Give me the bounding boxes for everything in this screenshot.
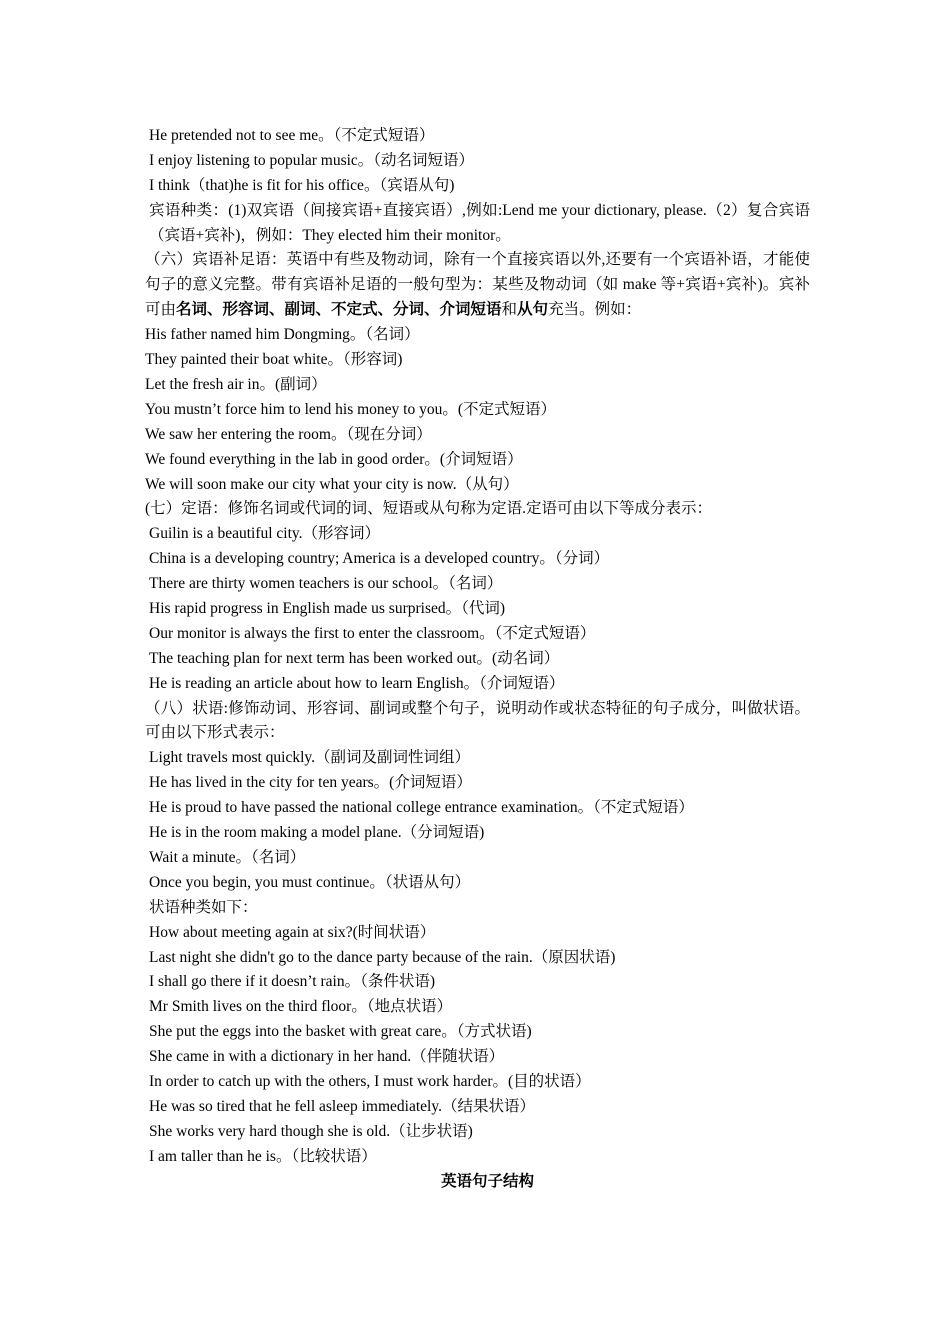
text-line: Let the fresh air in。(副词）	[145, 375, 327, 393]
text-line: I shall go there if it doesn’t rain。（条件状语)	[149, 973, 435, 991]
text-line: She came in with a dictionary in her hand.（伴随状语）	[149, 1048, 505, 1066]
text-line: Light travels most quickly.（副词及副词性词组）	[149, 749, 471, 767]
text-line: He pretended not to see me。（不定式短语）	[149, 127, 435, 144]
text-run: 和	[501, 301, 518, 319]
text-line: Our monitor is always the first to enter the classroom。（不定式短语）	[149, 624, 596, 642]
text-paragraph: 宾语种类：(1)双宾语（间接宾语+直接宾语）,例如:Lend me your dictionary, please.（2）复合宾语（宾语+宾补)，例如：They elected him their monitor。	[149, 201, 810, 244]
document-body	[145, 124, 810, 1194]
text-line: She works very hard though she is old.（让步状语)	[149, 1122, 473, 1140]
text-line: I enjoy listening to popular music。（动名词短语）	[149, 151, 475, 169]
text-line: He is in the room making a model plane.（分词短语)	[149, 824, 485, 842]
text-line: She put the eggs into the basket with great care。（方式状语)	[149, 1023, 532, 1041]
text-line: 状语种类如下：	[149, 898, 258, 916]
text-line: Guilin is a beautiful city.（形容词）	[149, 525, 381, 543]
text-run: （六）宾语补足语：英语中有些及物动词，除有一个直接宾语以外,还要有一个宾语补语，才能使句子的意义完整。带有宾语补足语的一般句型为：某些及物动词（如 make 等+宾语+宾补)。宾补可由	[145, 251, 810, 319]
text-line: I am taller than he is。（比较状语）	[149, 1147, 377, 1165]
text-line: We will soon make our city what your city is now.（从句）	[145, 475, 519, 493]
text-line: (七）定语：修饰名词或代词的词、短语或从句称为定语.定语可由以下等成分表示：	[145, 500, 713, 518]
text-paragraph: （八）状语:修饰动词、形容词、副词或整个句子，说明动作或状态特征的句子成分，叫做状语。可由以下形式表示：	[145, 699, 810, 742]
text-line: They painted their boat white。（形容词)	[145, 351, 403, 369]
text-line: There are thirty women teachers is our school。（名词）	[149, 575, 503, 593]
text-line: In order to catch up with the others, I must work harder。(目的状语）	[149, 1072, 591, 1090]
text-line: He was so tired that he fell asleep immediately.（结果状语）	[149, 1097, 535, 1115]
text-line: He is proud to have passed the national college entrance examination。（不定式短语）	[149, 799, 694, 817]
text-line: His rapid progress in English made us surprised。（代词)	[149, 600, 506, 617]
text-line: We saw her entering the room。（现在分词）	[145, 425, 432, 443]
text-run-bold: 名词、形容词、副词、不定式、分词、介词短语	[176, 301, 502, 319]
text-paragraph	[145, 248, 810, 323]
text-line: His father named him Dongming。（名词）	[145, 326, 420, 344]
text-run-bold: 从句	[517, 301, 549, 319]
text-line: He has lived in the city for ten years。(介词短语）	[149, 774, 472, 792]
section-title: 英语句子结构	[440, 1172, 534, 1190]
text-line: You mustn’t force him to lend his money to you。(不定式短语）	[145, 400, 557, 418]
text-line: Wait a minute。（名词）	[149, 848, 306, 866]
text-line: We found everything in the lab in good order。(介词短语）	[145, 450, 523, 468]
text-line: China is a developing country; America is a developed country。（分词）	[149, 550, 610, 568]
text-line: How about meeting again at six?(时间状语）	[149, 923, 436, 941]
text-line: Once you begin, you must continue。（状语从句）	[149, 873, 471, 891]
text-line: Last night she didn't go to the dance party because of the rain.（原因状语)	[149, 948, 616, 966]
text-run: 充当。例如：	[548, 301, 642, 319]
text-line: Mr Smith lives on the third floor。（地点状语）	[149, 998, 453, 1016]
text-line: He is reading an article about how to learn English。（介词短语）	[149, 674, 565, 692]
text-line: I think（that)he is fit for his office。（宾语从句)	[149, 176, 455, 194]
text-line: The teaching plan for next term has been worked out。(动名词）	[149, 649, 560, 667]
